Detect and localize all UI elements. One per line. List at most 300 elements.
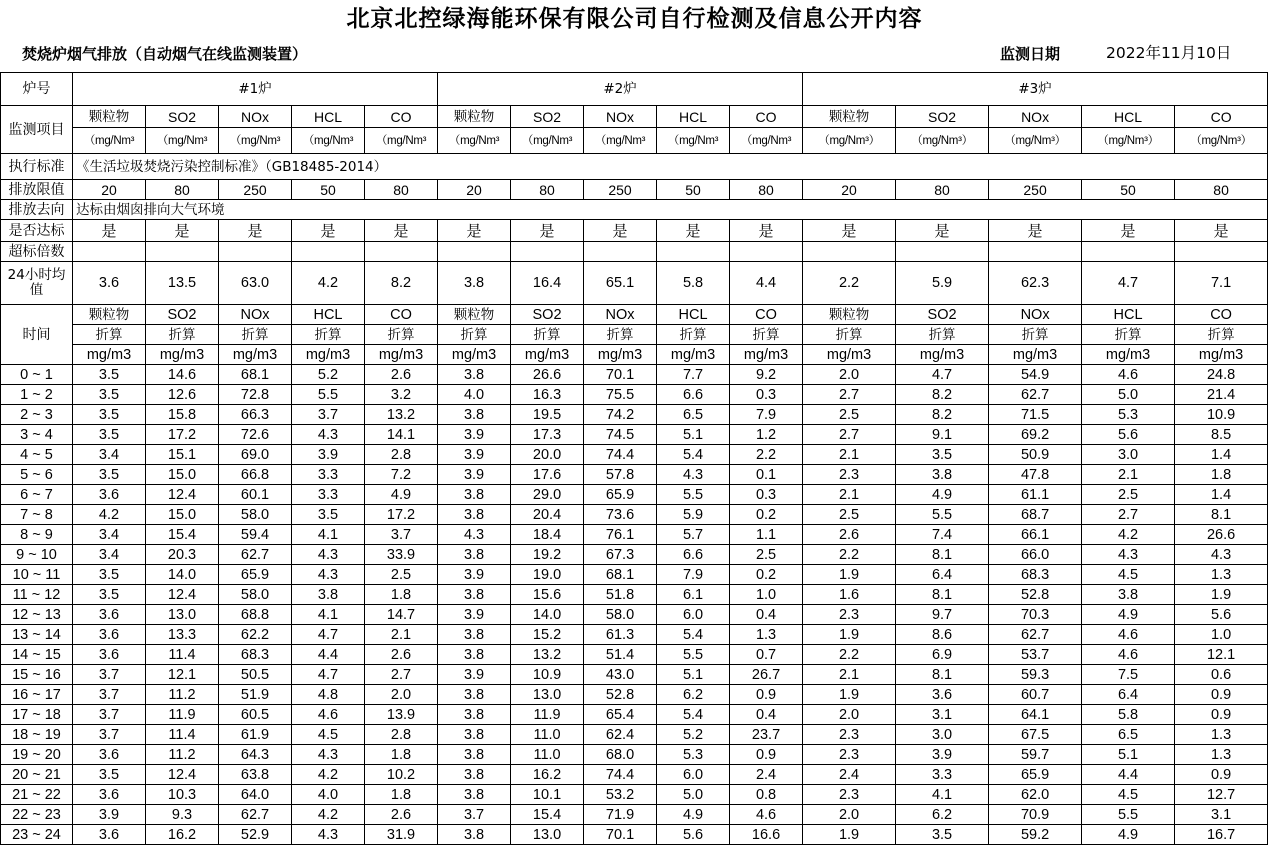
value-cell: 4.6 xyxy=(730,805,803,825)
avg24-cell: 62.3 xyxy=(989,262,1082,305)
table-row-furnace xyxy=(1,73,1268,106)
value-cell: 2.4 xyxy=(803,765,896,785)
value-cell: 2.1 xyxy=(365,625,438,645)
value-cell: 10.1 xyxy=(511,785,584,805)
value-cell: 8.5 xyxy=(1175,425,1268,445)
value-cell: 51.8 xyxy=(584,585,657,605)
value-cell: 10.9 xyxy=(1175,405,1268,425)
value-cell: 10.9 xyxy=(511,665,584,685)
hour-cell: 17 ~ 18 xyxy=(1,705,73,725)
value-cell: 3.9 xyxy=(438,565,511,585)
converted-label: 折算 xyxy=(219,325,292,345)
value-cell: 15.0 xyxy=(146,465,219,485)
value-cell: 2.0 xyxy=(365,685,438,705)
converted-label: 折算 xyxy=(803,325,896,345)
converted-label: 折算 xyxy=(292,325,365,345)
value-cell: 6.4 xyxy=(1082,685,1175,705)
date-value: 2022年11月10日 xyxy=(1106,44,1232,62)
mg-unit-cell: mg/m3 xyxy=(1082,345,1175,365)
time-pollutant-header: CO xyxy=(730,305,803,325)
value-cell: 1.3 xyxy=(1175,565,1268,585)
time-pollutant-header: CO xyxy=(365,305,438,325)
value-cell: 51.4 xyxy=(584,645,657,665)
value-cell: 3.3 xyxy=(292,485,365,505)
compliant-cell: 是 xyxy=(146,220,219,242)
compliant-cell: 是 xyxy=(584,220,657,242)
value-cell: 4.2 xyxy=(73,505,146,525)
mg-unit-cell: mg/m3 xyxy=(657,345,730,365)
exceed-cell xyxy=(584,242,657,262)
limit-cell: 80 xyxy=(1175,180,1268,200)
time-pollutant-header: SO2 xyxy=(511,305,584,325)
limit-cell: 80 xyxy=(511,180,584,200)
pollutant-header: HCL xyxy=(1082,106,1175,128)
exceed-cell xyxy=(803,242,896,262)
value-cell: 9.3 xyxy=(146,805,219,825)
limit-cell: 250 xyxy=(584,180,657,200)
unit-cell: （mg/Nm³） xyxy=(989,128,1082,154)
value-cell: 3.6 xyxy=(73,745,146,765)
value-cell: 3.8 xyxy=(292,585,365,605)
value-cell: 53.2 xyxy=(584,785,657,805)
converted-label: 折算 xyxy=(73,325,146,345)
value-cell: 4.3 xyxy=(292,745,365,765)
value-cell: 68.7 xyxy=(989,505,1082,525)
value-cell: 3.8 xyxy=(438,505,511,525)
table-row xyxy=(1,445,1268,465)
row-label-item: 监测项目 xyxy=(1,106,73,154)
value-cell: 9.2 xyxy=(730,365,803,385)
pollutant-header: 颗粒物 xyxy=(73,106,146,128)
value-cell: 2.5 xyxy=(803,405,896,425)
limit-cell: 50 xyxy=(1082,180,1175,200)
value-cell: 18.4 xyxy=(511,525,584,545)
value-cell: 8.1 xyxy=(896,585,989,605)
value-cell: 0.6 xyxy=(1175,665,1268,685)
mg-unit-cell: mg/m3 xyxy=(146,345,219,365)
table-row-compliant xyxy=(1,220,1268,242)
hour-cell: 22 ~ 23 xyxy=(1,805,73,825)
value-cell: 2.5 xyxy=(1082,485,1175,505)
value-cell: 15.4 xyxy=(511,805,584,825)
hour-cell: 9 ~ 10 xyxy=(1,545,73,565)
value-cell: 1.0 xyxy=(730,585,803,605)
value-cell: 2.2 xyxy=(803,645,896,665)
value-cell: 4.2 xyxy=(292,805,365,825)
table-row-units xyxy=(1,128,1268,154)
value-cell: 58.0 xyxy=(584,605,657,625)
value-cell: 8.2 xyxy=(896,385,989,405)
hour-cell: 2 ~ 3 xyxy=(1,405,73,425)
value-cell: 2.6 xyxy=(365,805,438,825)
value-cell: 11.9 xyxy=(511,705,584,725)
value-cell: 67.3 xyxy=(584,545,657,565)
value-cell: 2.0 xyxy=(803,805,896,825)
value-cell: 3.6 xyxy=(73,645,146,665)
value-cell: 58.0 xyxy=(219,585,292,605)
value-cell: 66.3 xyxy=(219,405,292,425)
value-cell: 64.1 xyxy=(989,705,1082,725)
value-cell: 2.1 xyxy=(803,665,896,685)
time-pollutant-header: SO2 xyxy=(896,305,989,325)
value-cell: 69.0 xyxy=(219,445,292,465)
value-cell: 2.3 xyxy=(803,745,896,765)
value-cell: 4.0 xyxy=(292,785,365,805)
value-cell: 5.3 xyxy=(657,745,730,765)
time-pollutant-header: SO2 xyxy=(146,305,219,325)
value-cell: 74.2 xyxy=(584,405,657,425)
mg-unit-cell: mg/m3 xyxy=(803,345,896,365)
value-cell: 8.2 xyxy=(896,405,989,425)
value-cell: 70.9 xyxy=(989,805,1082,825)
value-cell: 4.1 xyxy=(292,605,365,625)
value-cell: 6.2 xyxy=(896,805,989,825)
value-cell: 1.9 xyxy=(803,625,896,645)
value-cell: 2.1 xyxy=(803,445,896,465)
value-cell: 65.9 xyxy=(989,765,1082,785)
value-cell: 2.3 xyxy=(803,605,896,625)
hour-cell: 8 ~ 9 xyxy=(1,525,73,545)
value-cell: 72.6 xyxy=(219,425,292,445)
value-cell: 65.9 xyxy=(584,485,657,505)
value-cell: 61.1 xyxy=(989,485,1082,505)
value-cell: 2.7 xyxy=(1082,505,1175,525)
value-cell: 4.4 xyxy=(292,645,365,665)
table-row xyxy=(1,685,1268,705)
avg24-cell: 4.7 xyxy=(1082,262,1175,305)
value-cell: 43.0 xyxy=(584,665,657,685)
value-cell: 4.7 xyxy=(292,625,365,645)
value-cell: 0.3 xyxy=(730,385,803,405)
value-cell: 6.0 xyxy=(657,605,730,625)
table-row xyxy=(1,585,1268,605)
time-pollutant-header: 颗粒物 xyxy=(803,305,896,325)
limit-cell: 80 xyxy=(730,180,803,200)
value-cell: 2.6 xyxy=(365,645,438,665)
exceed-cell xyxy=(365,242,438,262)
value-cell: 0.7 xyxy=(730,645,803,665)
value-cell: 7.4 xyxy=(896,525,989,545)
hour-cell: 1 ~ 2 xyxy=(1,385,73,405)
limit-cell: 80 xyxy=(146,180,219,200)
value-cell: 73.6 xyxy=(584,505,657,525)
time-pollutant-header: NOx xyxy=(219,305,292,325)
value-cell: 19.0 xyxy=(511,565,584,585)
mg-unit-cell: mg/m3 xyxy=(1175,345,1268,365)
value-cell: 68.0 xyxy=(584,745,657,765)
value-cell: 0.9 xyxy=(1175,685,1268,705)
value-cell: 2.4 xyxy=(730,765,803,785)
value-cell: 14.1 xyxy=(365,425,438,445)
hour-cell: 6 ~ 7 xyxy=(1,485,73,505)
table-row-time-header-3 xyxy=(1,345,1268,365)
row-label-limit: 排放限值 xyxy=(1,180,73,200)
value-cell: 4.3 xyxy=(657,465,730,485)
value-cell: 6.6 xyxy=(657,385,730,405)
mg-unit-cell: mg/m3 xyxy=(511,345,584,365)
value-cell: 3.5 xyxy=(73,425,146,445)
value-cell: 7.2 xyxy=(365,465,438,485)
value-cell: 4.9 xyxy=(365,485,438,505)
avg24-cell: 4.2 xyxy=(292,262,365,305)
value-cell: 3.0 xyxy=(896,725,989,745)
value-cell: 4.1 xyxy=(292,525,365,545)
value-cell: 66.8 xyxy=(219,465,292,485)
value-cell: 3.5 xyxy=(73,585,146,605)
emission-table xyxy=(0,72,1268,845)
value-cell: 74.4 xyxy=(584,765,657,785)
converted-label: 折算 xyxy=(896,325,989,345)
value-cell: 20.4 xyxy=(511,505,584,525)
table-row-standard xyxy=(1,154,1268,180)
exceed-cell xyxy=(1175,242,1268,262)
value-cell: 3.9 xyxy=(896,745,989,765)
value-cell: 13.2 xyxy=(365,405,438,425)
mg-unit-cell: mg/m3 xyxy=(219,345,292,365)
value-cell: 17.2 xyxy=(365,505,438,525)
standard-text: 《生活垃圾焚烧污染控制标准》（GB18485-2014） xyxy=(73,154,1268,180)
avg24-cell: 5.9 xyxy=(896,262,989,305)
hour-cell: 20 ~ 21 xyxy=(1,765,73,785)
value-cell: 7.9 xyxy=(657,565,730,585)
value-cell: 3.6 xyxy=(73,485,146,505)
value-cell: 3.8 xyxy=(438,705,511,725)
value-cell: 60.1 xyxy=(219,485,292,505)
value-cell: 8.1 xyxy=(1175,505,1268,525)
table-row xyxy=(1,645,1268,665)
value-cell: 6.1 xyxy=(657,585,730,605)
value-cell: 2.1 xyxy=(803,485,896,505)
value-cell: 62.7 xyxy=(989,385,1082,405)
value-cell: 65.4 xyxy=(584,705,657,725)
value-cell: 2.5 xyxy=(730,545,803,565)
value-cell: 68.3 xyxy=(219,645,292,665)
value-cell: 12.6 xyxy=(146,385,219,405)
time-pollutant-header: 颗粒物 xyxy=(438,305,511,325)
value-cell: 4.4 xyxy=(1082,765,1175,785)
table-row-avg24 xyxy=(1,262,1268,305)
table-row xyxy=(1,785,1268,805)
value-cell: 69.2 xyxy=(989,425,1082,445)
value-cell: 26.6 xyxy=(511,365,584,385)
value-cell: 3.5 xyxy=(73,365,146,385)
converted-label: 折算 xyxy=(365,325,438,345)
compliant-cell: 是 xyxy=(896,220,989,242)
value-cell: 6.4 xyxy=(896,565,989,585)
value-cell: 17.2 xyxy=(146,425,219,445)
value-cell: 1.8 xyxy=(365,585,438,605)
table-row xyxy=(1,385,1268,405)
exceed-cell xyxy=(438,242,511,262)
value-cell: 0.9 xyxy=(1175,705,1268,725)
value-cell: 4.5 xyxy=(1082,785,1175,805)
table-row xyxy=(1,745,1268,765)
value-cell: 3.8 xyxy=(438,645,511,665)
value-cell: 10.3 xyxy=(146,785,219,805)
avg24-cell: 8.2 xyxy=(365,262,438,305)
exceed-cell xyxy=(73,242,146,262)
value-cell: 3.7 xyxy=(438,805,511,825)
limit-cell: 250 xyxy=(219,180,292,200)
value-cell: 16.2 xyxy=(511,765,584,785)
value-cell: 62.4 xyxy=(584,725,657,745)
table-body xyxy=(1,73,1268,845)
value-cell: 71.5 xyxy=(989,405,1082,425)
value-cell: 5.7 xyxy=(657,525,730,545)
value-cell: 52.8 xyxy=(584,685,657,705)
value-cell: 3.8 xyxy=(438,365,511,385)
value-cell: 0.2 xyxy=(730,565,803,585)
pollutant-header: SO2 xyxy=(146,106,219,128)
value-cell: 13.9 xyxy=(365,705,438,725)
mg-unit-cell: mg/m3 xyxy=(730,345,803,365)
date-label: 监测日期 xyxy=(1000,45,1061,63)
table-row-exceed xyxy=(1,242,1268,262)
pollutant-header: HCL xyxy=(657,106,730,128)
exceed-cell xyxy=(657,242,730,262)
value-cell: 8.1 xyxy=(896,665,989,685)
avg24-cell: 3.8 xyxy=(438,262,511,305)
value-cell: 5.0 xyxy=(657,785,730,805)
value-cell: 15.8 xyxy=(146,405,219,425)
value-cell: 3.1 xyxy=(1175,805,1268,825)
table-row xyxy=(1,525,1268,545)
time-pollutant-header: HCL xyxy=(292,305,365,325)
value-cell: 3.8 xyxy=(1082,585,1175,605)
value-cell: 14.0 xyxy=(146,565,219,585)
value-cell: 21.4 xyxy=(1175,385,1268,405)
value-cell: 11.0 xyxy=(511,725,584,745)
value-cell: 5.4 xyxy=(657,705,730,725)
value-cell: 12.4 xyxy=(146,485,219,505)
row-label-furnace: 炉号 xyxy=(1,73,73,106)
value-cell: 3.9 xyxy=(438,425,511,445)
value-cell: 5.5 xyxy=(896,505,989,525)
hour-cell: 14 ~ 15 xyxy=(1,645,73,665)
value-cell: 3.4 xyxy=(73,525,146,545)
value-cell: 3.6 xyxy=(896,685,989,705)
mg-unit-cell: mg/m3 xyxy=(438,345,511,365)
value-cell: 15.4 xyxy=(146,525,219,545)
hour-cell: 4 ~ 5 xyxy=(1,445,73,465)
avg24-cell: 4.4 xyxy=(730,262,803,305)
value-cell: 68.3 xyxy=(989,565,1082,585)
table-row xyxy=(1,725,1268,745)
value-cell: 3.4 xyxy=(73,445,146,465)
value-cell: 3.7 xyxy=(292,405,365,425)
value-cell: 62.2 xyxy=(219,625,292,645)
value-cell: 14.6 xyxy=(146,365,219,385)
value-cell: 3.8 xyxy=(438,545,511,565)
compliant-cell: 是 xyxy=(1175,220,1268,242)
value-cell: 2.1 xyxy=(1082,465,1175,485)
value-cell: 13.0 xyxy=(511,825,584,845)
value-cell: 59.7 xyxy=(989,745,1082,765)
value-cell: 14.7 xyxy=(365,605,438,625)
value-cell: 68.8 xyxy=(219,605,292,625)
value-cell: 3.7 xyxy=(73,705,146,725)
exceed-cell xyxy=(730,242,803,262)
unit-cell: （mg/Nm³） xyxy=(803,128,896,154)
value-cell: 70.1 xyxy=(584,825,657,845)
mg-unit-cell: mg/m3 xyxy=(365,345,438,365)
value-cell: 24.8 xyxy=(1175,365,1268,385)
hour-cell: 0 ~ 1 xyxy=(1,365,73,385)
limit-cell: 80 xyxy=(365,180,438,200)
compliant-cell: 是 xyxy=(219,220,292,242)
value-cell: 3.7 xyxy=(73,725,146,745)
value-cell: 2.7 xyxy=(803,425,896,445)
value-cell: 5.5 xyxy=(1082,805,1175,825)
value-cell: 11.2 xyxy=(146,745,219,765)
value-cell: 4.8 xyxy=(292,685,365,705)
mg-unit-cell: mg/m3 xyxy=(292,345,365,365)
value-cell: 15.1 xyxy=(146,445,219,465)
value-cell: 0.1 xyxy=(730,465,803,485)
value-cell: 54.9 xyxy=(989,365,1082,385)
value-cell: 5.5 xyxy=(292,385,365,405)
value-cell: 3.9 xyxy=(438,665,511,685)
value-cell: 1.3 xyxy=(730,625,803,645)
value-cell: 5.2 xyxy=(657,725,730,745)
value-cell: 64.0 xyxy=(219,785,292,805)
value-cell: 12.1 xyxy=(146,665,219,685)
value-cell: 19.2 xyxy=(511,545,584,565)
value-cell: 8.1 xyxy=(896,545,989,565)
pollutant-header: CO xyxy=(365,106,438,128)
value-cell: 3.5 xyxy=(73,765,146,785)
value-cell: 0.4 xyxy=(730,705,803,725)
value-cell: 5.5 xyxy=(657,645,730,665)
table-row-time-header-2 xyxy=(1,325,1268,345)
exceed-cell xyxy=(896,242,989,262)
compliant-cell: 是 xyxy=(730,220,803,242)
value-cell: 1.8 xyxy=(365,745,438,765)
value-cell: 3.5 xyxy=(73,405,146,425)
converted-label: 折算 xyxy=(511,325,584,345)
table-row xyxy=(1,545,1268,565)
value-cell: 10.2 xyxy=(365,765,438,785)
value-cell: 61.3 xyxy=(584,625,657,645)
limit-cell: 20 xyxy=(73,180,146,200)
value-cell: 62.0 xyxy=(989,785,1082,805)
unit-cell: （mg/Nm³） xyxy=(1175,128,1268,154)
pollutant-header: NOx xyxy=(989,106,1082,128)
value-cell: 5.2 xyxy=(292,365,365,385)
mg-unit-cell: mg/m3 xyxy=(896,345,989,365)
time-pollutant-header: HCL xyxy=(1082,305,1175,325)
value-cell: 6.5 xyxy=(1082,725,1175,745)
row-label-compliant: 是否达标 xyxy=(1,220,73,242)
value-cell: 31.9 xyxy=(365,825,438,845)
value-cell: 13.3 xyxy=(146,625,219,645)
value-cell: 3.7 xyxy=(73,665,146,685)
table-row xyxy=(1,625,1268,645)
exceed-cell xyxy=(292,242,365,262)
value-cell: 11.2 xyxy=(146,685,219,705)
converted-label: 折算 xyxy=(1175,325,1268,345)
value-cell: 4.1 xyxy=(896,785,989,805)
value-cell: 11.4 xyxy=(146,725,219,745)
value-cell: 4.9 xyxy=(1082,605,1175,625)
value-cell: 2.3 xyxy=(803,725,896,745)
value-cell: 64.3 xyxy=(219,745,292,765)
value-cell: 3.5 xyxy=(73,565,146,585)
value-cell: 0.9 xyxy=(1175,765,1268,785)
limit-cell: 20 xyxy=(803,180,896,200)
value-cell: 5.5 xyxy=(657,485,730,505)
value-cell: 12.1 xyxy=(1175,645,1268,665)
